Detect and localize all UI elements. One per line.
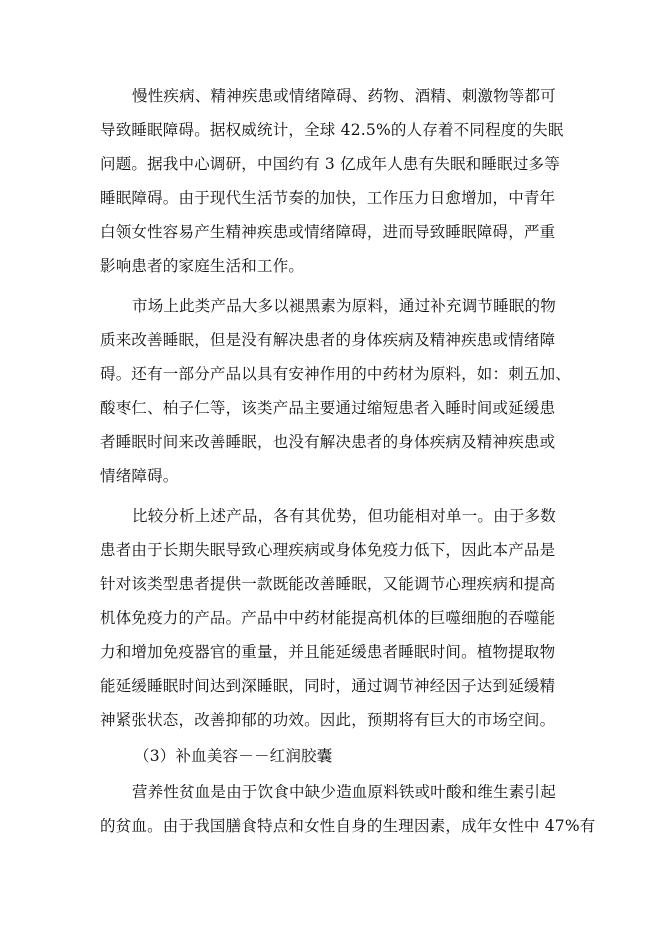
paragraph-3-line-7: 神紧张状态，改善抑郁的功效。因此，预期将有巨大的市场空间。 [100,711,556,729]
paragraph-3-line-3: 针对该类型患者提供一款既能改善睡眠，又能调节心理疾病和提高 [100,575,556,593]
paragraph-4-line-2: 的贫血。由于我国膳食特点和女性自身的生理因素，成年女性中 47%有 [100,817,596,835]
paragraph-1-line-3: 问题。据我中心调研，中国约有 3 亿成年人患有失眠和睡眠过多等 [100,155,560,173]
paragraph-3-line-5: 力和增加免疫器官的重量，并且能延缓患者睡眠时间。植物提取物 [100,643,556,661]
paragraph-2-line-1: 市场上此类产品大多以褪黑素为原料，通过补充调节睡眠的物 [132,297,556,315]
paragraph-3-line-2: 患者由于长期失眠导致心理疾病或身体免疫力低下，因此本产品是 [100,541,556,559]
paragraph-3-line-4: 机体免疫力的产品。产品中中药材能提高机体的巨噬细胞的吞噬能 [100,609,556,627]
paragraph-1-line-4: 睡眠障碍。由于现代生活节奏的加快，工作压力日愈增加，中青年 [100,189,556,207]
paragraph-3-line-1: 比较分析上述产品，各有其优势，但功能相对单一。由于多数 [132,507,556,525]
paragraph-2-line-4: 酸枣仁、柏子仁等，该类产品主要通过缩短患者入睡时间或延缓患 [100,399,556,417]
paragraph-1-line-2: 导致睡眠障碍。据权威统计，全球 42.5%的人存着不同程度的失眠 [100,121,564,139]
paragraph-1-line-5: 白领女性容易产生精神疾患或情绪障碍，进而导致睡眠障碍，严重 [100,223,556,241]
paragraph-1-line-6: 影响患者的家庭生活和工作。 [100,257,305,275]
paragraph-2-line-5: 者睡眠时间来改善睡眠，也没有解决患者的身体疾病及精神疾患或 [100,433,556,451]
paragraph-2-line-2: 质来改善睡眠，但是没有解决患者的身体疾病及精神疾患或情绪障 [100,331,556,349]
paragraph-2-line-6: 情绪障碍。 [100,467,179,485]
paragraph-1-line-1: 慢性疾病、精神疾患或情绪障碍、药物、酒精、刺激物等都可 [132,87,556,105]
paragraph-4-line-1: 营养性贫血是由于饮食中缺少造血原料铁或叶酸和维生素引起 [132,783,556,801]
section-heading: （3）补血美容－－红润胶囊 [134,747,333,765]
paragraph-3-line-6: 能延缓睡眠时间达到深睡眠，同时，通过调节神经因子达到延缓精 [100,677,556,695]
paragraph-2-line-3: 碍。还有一部分产品以具有安神作用的中药材为原料，如：刺五加、 [100,365,572,383]
